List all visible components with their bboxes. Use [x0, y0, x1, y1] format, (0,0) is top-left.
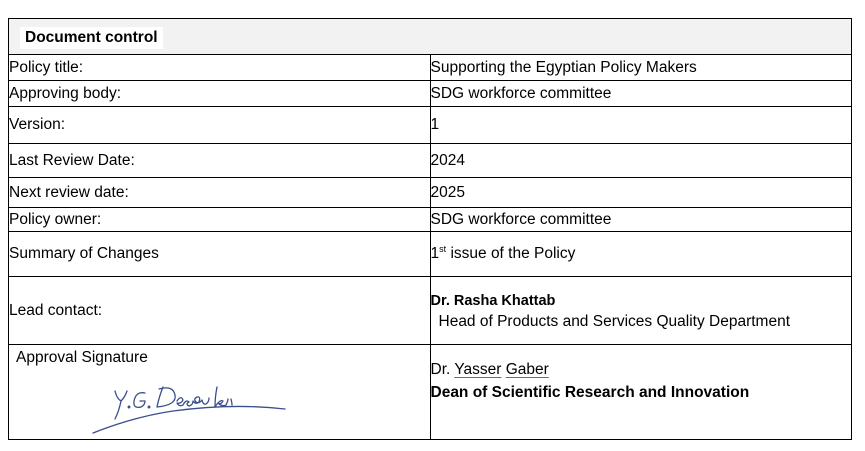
- summary-value-number: 1: [430, 245, 440, 262]
- table-row: [9, 178, 852, 208]
- dean-prefix: Dr.: [430, 361, 455, 378]
- table-row: [9, 232, 852, 277]
- last-review-date-value: 2024: [430, 144, 852, 178]
- document-control-title: Document control: [20, 27, 163, 49]
- table-header-row: [9, 19, 852, 55]
- summary-value-text: issue of the Policy: [446, 245, 576, 262]
- dean-last-name: Gaber: [505, 361, 549, 378]
- version-value: 1: [430, 107, 852, 144]
- summary-of-changes-label: Summary of Changes: [9, 232, 431, 277]
- summary-value-ordinal: st: [439, 243, 447, 254]
- next-review-date-label: Next review date:: [9, 178, 431, 208]
- table-row: [9, 107, 852, 144]
- policy-owner-label: Policy owner:: [9, 208, 431, 232]
- approval-signature-cell: [9, 345, 431, 440]
- table-row: [9, 55, 852, 81]
- last-review-date-label: Last Review Date:: [9, 144, 431, 178]
- approving-body-label: Approving body:: [9, 81, 431, 107]
- table-row: [9, 208, 852, 232]
- table-row: [9, 277, 852, 345]
- dean-first-name: Yasser: [454, 361, 502, 378]
- dean-title: Dean of Scientific Research and Innovation: [430, 384, 750, 401]
- approval-signature-label: Approval Signature: [16, 349, 148, 366]
- approval-authority-cell: [430, 345, 852, 440]
- policy-title-label: Policy title:: [9, 55, 431, 81]
- table-row: [9, 345, 852, 440]
- document-control-table: [8, 18, 852, 440]
- dean-name: [431, 361, 852, 379]
- table-row: [9, 144, 852, 178]
- lead-contact-name: Dr. Rasha Khattab: [430, 292, 556, 309]
- lead-contact-value: [430, 277, 852, 345]
- approving-body-value: SDG workforce committee: [430, 81, 852, 107]
- summary-of-changes-value: [430, 232, 852, 277]
- lead-contact-role: Head of Products and Services Quality Department: [438, 312, 791, 330]
- policy-owner-value: SDG workforce committee: [430, 208, 852, 232]
- table-row: [9, 81, 852, 107]
- handwritten-signature: [79, 373, 289, 435]
- policy-title-value: Supporting the Egyptian Policy Makers: [430, 55, 852, 81]
- lead-contact-label: Lead contact:: [9, 277, 431, 345]
- next-review-date-value: 2025: [430, 178, 852, 208]
- version-label: Version:: [9, 107, 431, 144]
